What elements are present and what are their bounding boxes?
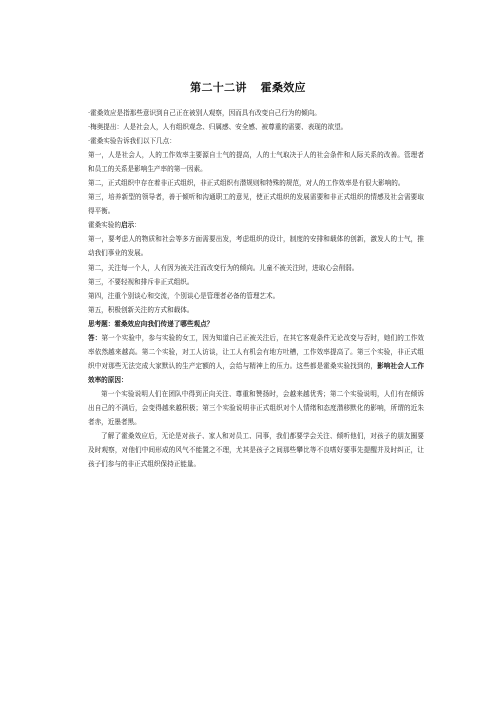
closing-paragraph: 了解了霍桑效应后，无论是对孩子、家人和对员工、同事，我们都要学会关注、倾听他们，对孩子的朋友圈要及时观察，对他们中间形成的风气不能置之不理，尤其是孩子之间那些攀比等不良嗜好要事先提醒并及时纠正，让孩子们参与的非正式组织保持正能量。 xyxy=(88,432,424,469)
bullet-definition: ·霍桑效应是指那些意识到自己正在被别人观察，因而具有改变自己行为的倾向。 xyxy=(88,109,321,117)
answer-paragraph xyxy=(88,331,424,387)
bullet-mayo: ·梅奥提出：人是社会人，人有组织观念、归属感、安全感、被尊重的需要、表现的欲望。 xyxy=(88,123,348,132)
insight-5: 第五，积极创新关注的方式和载体。 xyxy=(88,305,194,314)
insight-2: 第二，关注每一个人，人有因为被关注而改变行为的倾向。儿童不被关注时，进取心会削弱。 xyxy=(88,263,359,272)
point-1: 第一，人是社会人，人的工作效率主要源自士气的提高，人的士气取决于人的社会条件和人际关系的改善。管理者和员工的关系是影响生产率的第一因素。 xyxy=(88,151,424,174)
insight-1: 第一，要考虑人的物质和社会等多方面需要出发，考虑组织的设计，制度的安排和载体的创新，激发人的士气，推动我们事业的发展。 xyxy=(88,235,424,258)
question-heading: 思考题：霍桑效应向我们传递了哪些观点？ xyxy=(88,319,214,328)
lecture-number: 第二十二讲 xyxy=(190,81,247,94)
insight-4: 第四，注重个别谈心和交流，个别谈心是管理者必备的管理艺术。 xyxy=(88,291,280,300)
answer-emphasis: 影响社会人工作效率的原因： xyxy=(88,361,425,384)
answer-text: 第一个实验中，参与实验的女工，因为知道自己正被关注后，在其它客观条件无论改变与否时，她们的工作效率依然越来越高。第二个实验，对工人访谈，让工人有机会有地方吐槽，工作效率提高了。第三个实验，非正式组织中对那些无法完成大家默认的生产定额的人，会给与精神上的压力。这些都是霍桑实验找到的， xyxy=(88,333,425,370)
point-2: 第二，正式组织中存在着非正式组织，非正式组织有潜规则和特殊的规范，对人的工作效率是有很大影响的。 xyxy=(88,179,405,188)
summary-paragraph: 第一个实验说明人们在团队中得到正向关注、尊重和赞扬时，会越来越优秀；第二个实验说明，人们有在倾诉出自己的不满后，会变得越来越积极；第三个实验说明非正式组织对个人情绪和态度潜移默化的影响，所谓的近朱者赤，近墨者黑。 xyxy=(88,389,424,427)
point-3: 第三，培养新型的领导者，善于倾听和沟通职工的意见，使正式组织的发展需要和非正式组织的情感及社会需要取得平衡。 xyxy=(88,193,424,216)
lecture-topic: 霍桑效应 xyxy=(260,81,306,94)
page-title xyxy=(0,79,496,95)
answer-label: 答： xyxy=(88,333,102,342)
insight-heading: 霍桑实验的启示： xyxy=(88,221,141,230)
bullet-experiment-intro: ·霍桑实验告诉我们以下几点： xyxy=(88,137,176,146)
document-body xyxy=(88,106,424,471)
insight-3: 第三，不要轻视和排斥非正式组织。 xyxy=(88,277,194,286)
